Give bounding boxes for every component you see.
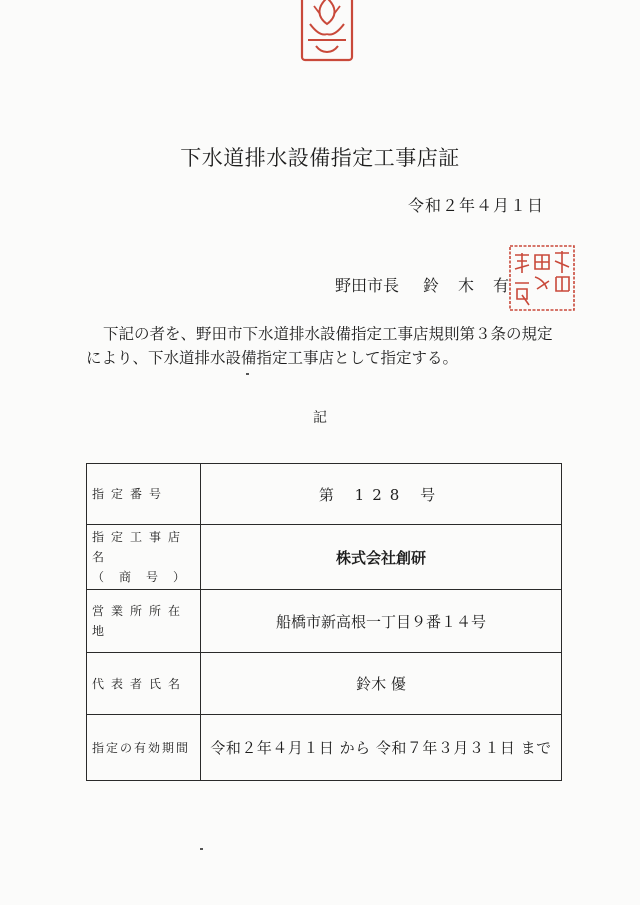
issue-date: 令和２年４月１日: [408, 196, 545, 215]
top-seal-stamp: [296, 0, 358, 66]
mayor-seal-stamp: [507, 243, 577, 313]
table-row: [87, 715, 562, 781]
table-row: [87, 653, 562, 715]
table-row: [87, 464, 562, 525]
office-address: 船橋市新高根一丁目９番１４号: [201, 590, 562, 653]
ki-heading: 記: [313, 410, 327, 426]
scan-speck: [246, 373, 249, 375]
row-label: [87, 525, 201, 590]
scan-speck: [200, 848, 203, 850]
certificate-title: 下水道排水設備指定工事店証: [180, 146, 460, 170]
issuer-name: 鈴木有: [423, 276, 529, 295]
row-label: 代表者氏名: [87, 653, 201, 715]
designation-number: 第 128 号: [201, 464, 562, 525]
row-label: 指定番号: [87, 464, 201, 525]
row-label-sub: （商号）: [92, 570, 201, 584]
company-name: 株式会社創研: [201, 525, 562, 590]
representative-name: 鈴木 優: [201, 653, 562, 715]
table-row: [87, 590, 562, 653]
issuer-office: 野田市長: [335, 276, 400, 295]
designation-table: [86, 463, 562, 781]
row-label: 営業所所在地: [87, 590, 201, 653]
table-row: [87, 525, 562, 590]
designation-statement: 下記の者を、野田市下水道排水設備指定工事店規則第３条の規定により、下水道排水設備指定工事店として指定する。: [86, 325, 553, 367]
row-label-main: 指定工事店名: [92, 530, 188, 564]
row-label: 指定の有効期間: [87, 715, 201, 781]
validity-period: 令和２年４月１日 から 令和７年３月３１日 まで: [201, 715, 562, 781]
